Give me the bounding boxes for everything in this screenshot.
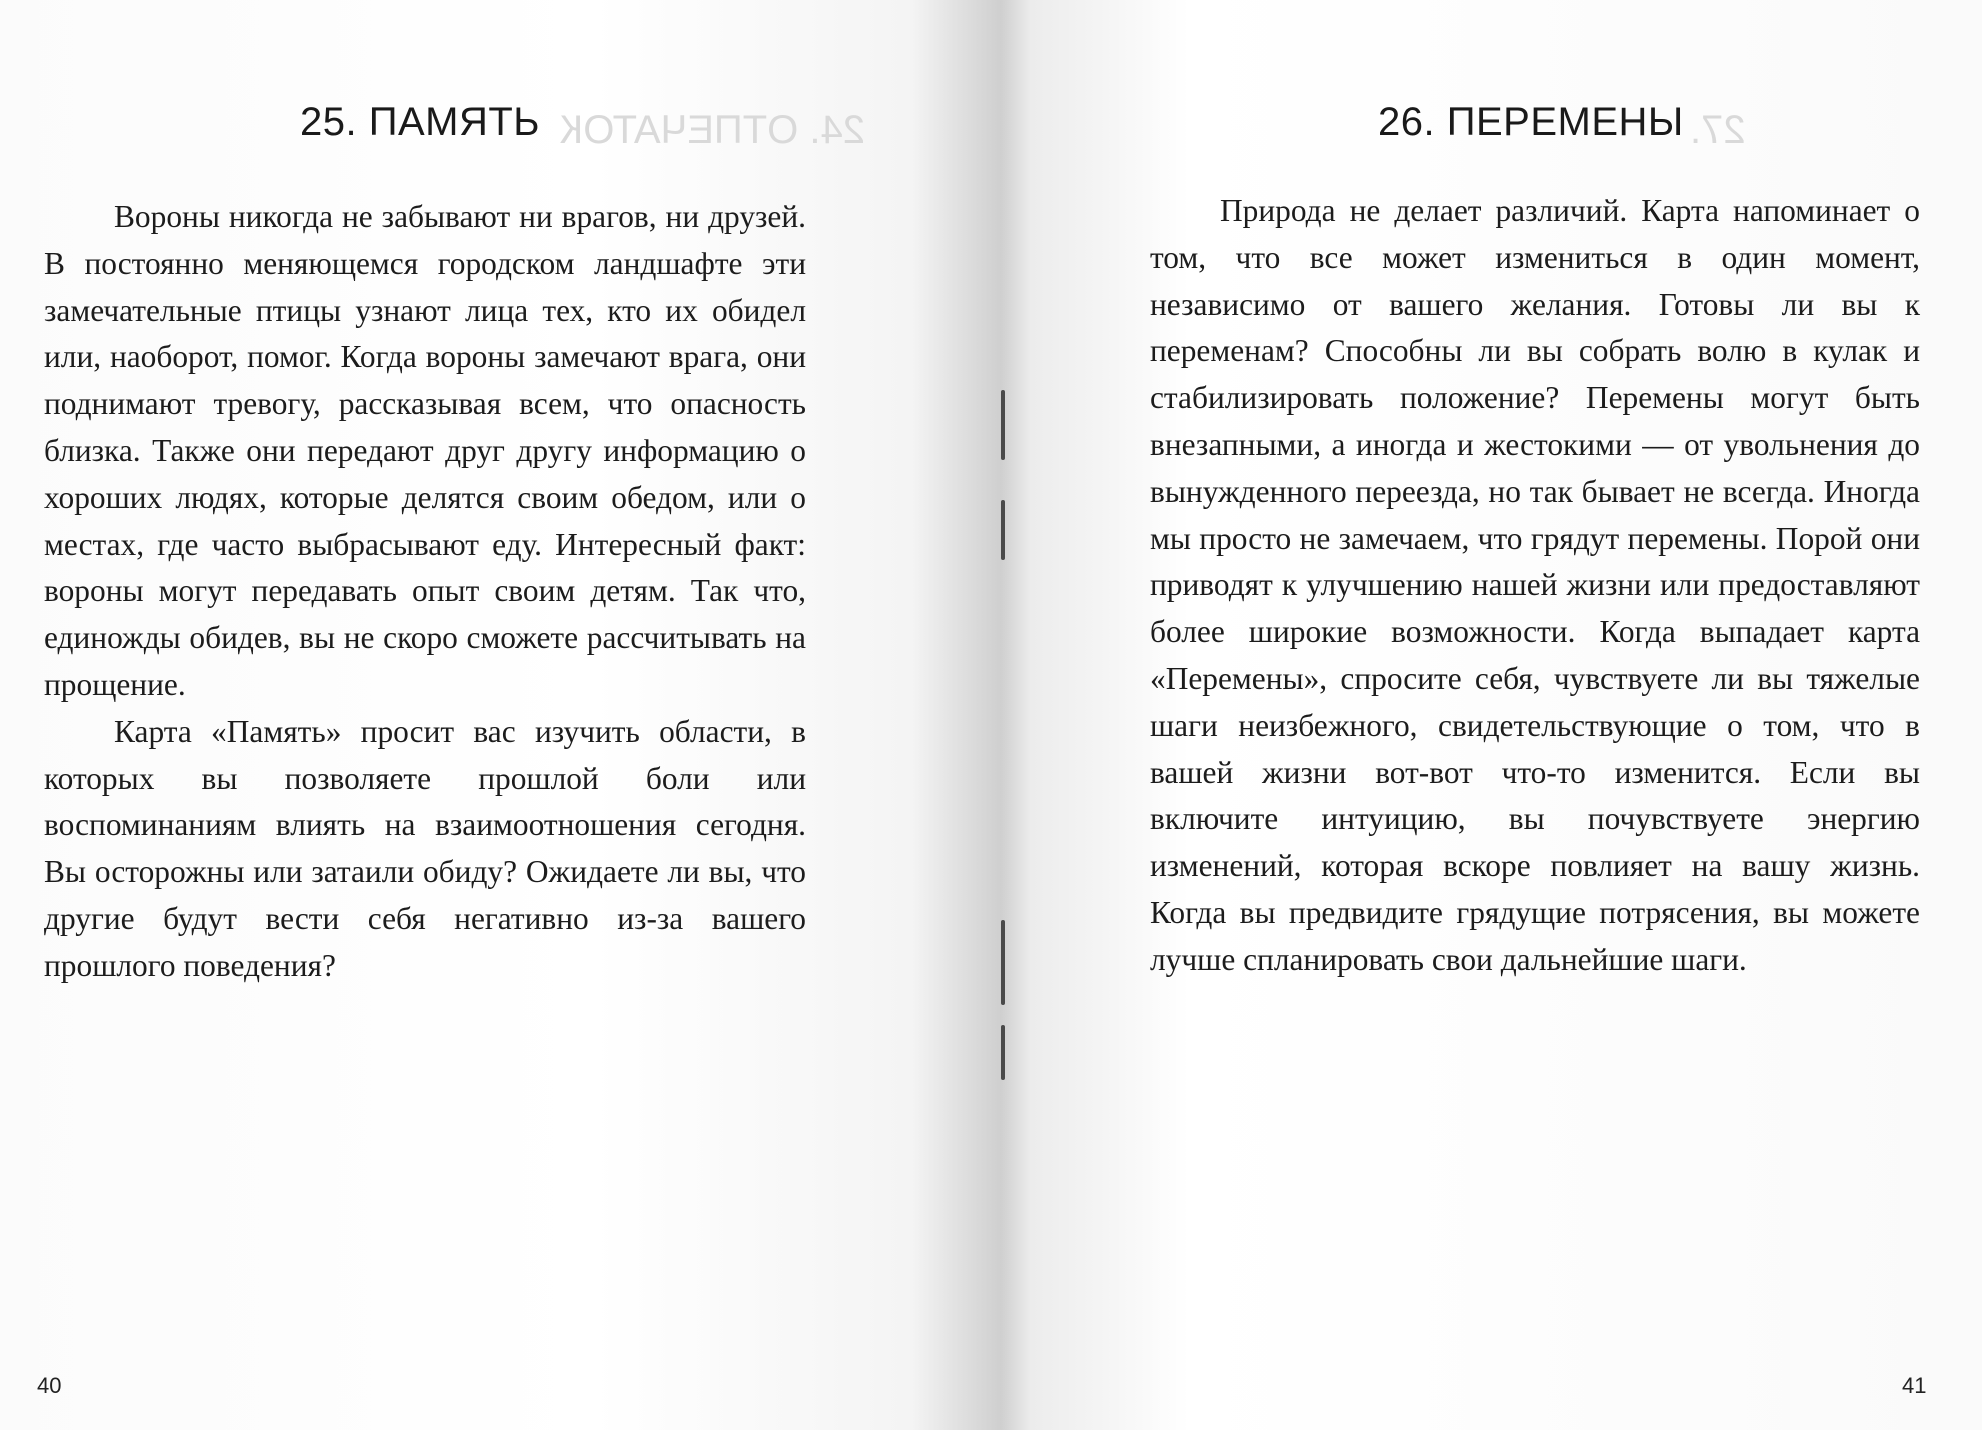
paragraph: Природа не делает различий. Карта напоминает о том, что все может измениться в один момент, независимо от вашего желания. Готовы ли вы к переменам? Способны ли вы собрать волю в кулак и стабилизировать положение? Перемены могут быть внезапными, а иногда и жестокими — от увольнения до вынужденного переезда, но так бывает не всегда. Иногда мы просто не замечаем, что грядут перемены. Порой они приводят к улучшению нашей жизни или предоставляют более широкие возможности. Когда выпадает карта «Перемены», спросите себя, чувствуете ли вы тяжелые шаги неизбежного, свидетельствующие о том, что в вашей жизни вот-вот что-то изменится. Если вы включите интуицию, вы почувствуете энергию изменений, которая вскоре повлияет на вашу жизнь. Когда вы предвидите грядущие потрясения, вы можете лучше спланировать свои дальнейшие шаги. bbox=[1150, 193, 1920, 977]
staple-upper bbox=[996, 500, 1010, 560]
page-title: 25. ПАМЯТЬ bbox=[300, 100, 541, 144]
page-number: 41 bbox=[1902, 1373, 1927, 1398]
page-title: 26. ПЕРЕМЕНЫ bbox=[1378, 100, 1684, 144]
page-number: 40 bbox=[37, 1373, 62, 1398]
right-page bbox=[1000, 0, 1982, 1430]
staple-bottom bbox=[996, 1025, 1010, 1080]
paragraph: Вороны никогда не забывают ни врагов, ни друзей. В постоянно меняющемся городском ландшафте эти замечательные птицы узнают лица тех, кто их обидел или, наоборот, помог. Когда вороны замечают врага, они поднимают тревогу, рассказывая всем, что опасность близка. Также они передают друг другу информацию о хороших людях, которые делятся своим обедом, или о местах, где часто выбрасывают еду. Интересный факт: вороны могут передавать опыт своим детям. Так что, единожды обидев, вы не скоро сможете рассчитывать на прощение. bbox=[44, 199, 806, 702]
staple-top bbox=[996, 390, 1010, 460]
page-body bbox=[44, 194, 806, 990]
staple-lower bbox=[996, 920, 1010, 1005]
show-through-heading-left: 24. ОТПЕЧАТОК bbox=[560, 108, 865, 152]
paragraph: Карта «Память» просит вас изучить области, в которых вы позволяете прошлой боли или воспоминаниям влиять на взаимоотношения сегодня. Вы осторожны или затаили обиду? Ожидаете ли вы, что другие будут вести себя негативно из-за вашего прошлого поведения? bbox=[44, 713, 806, 983]
page-body bbox=[1150, 188, 1920, 984]
left-page bbox=[0, 0, 990, 1430]
show-through-heading-right: 27. bbox=[1690, 108, 1746, 152]
